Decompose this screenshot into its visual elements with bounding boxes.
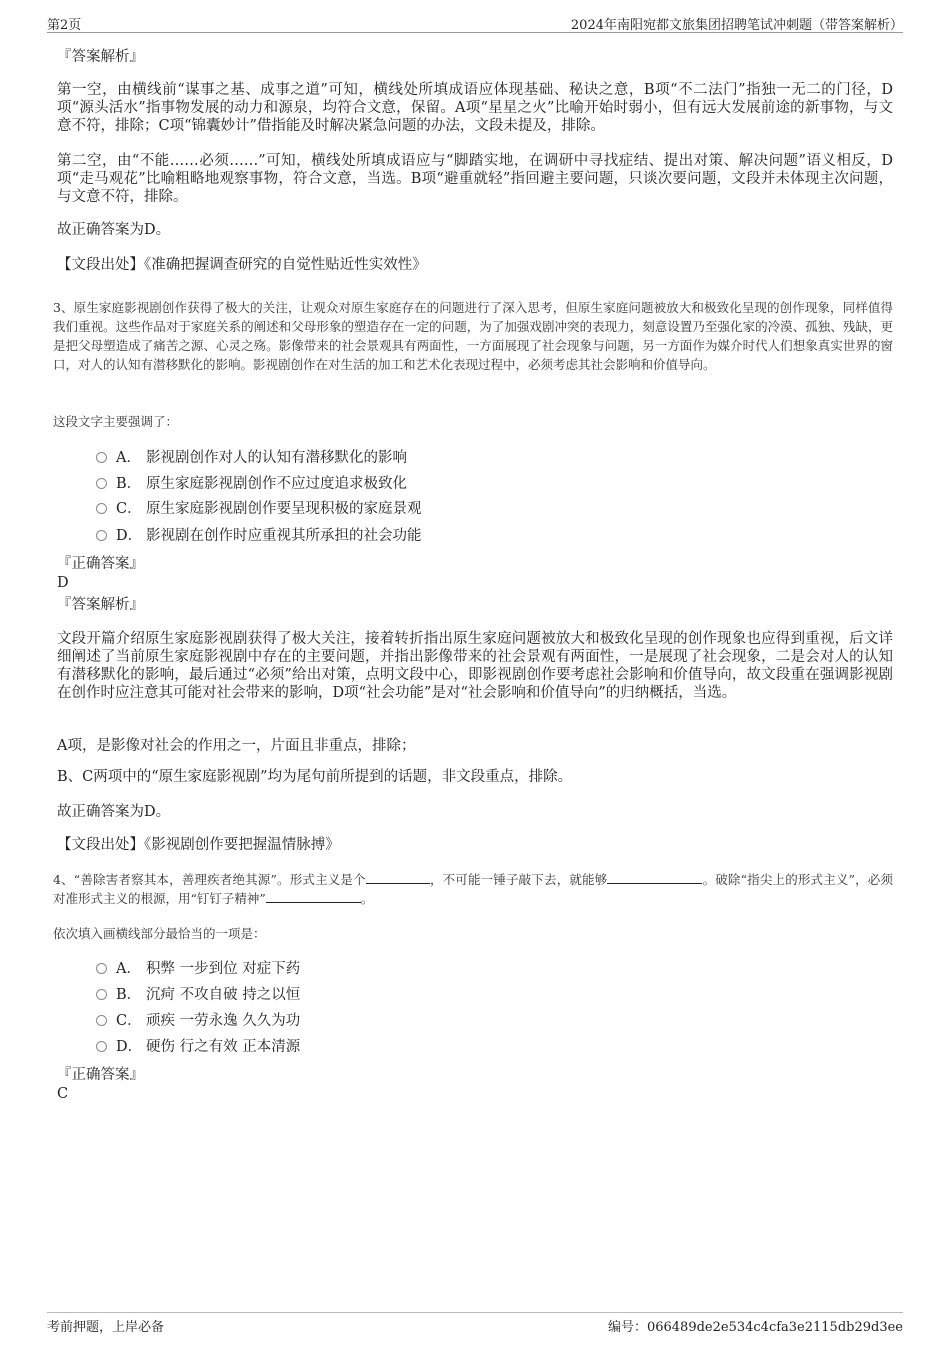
blank-3 [266,890,361,903]
radio-icon[interactable] [96,478,107,489]
q3-analysis-p2: A项，是影像对社会的作用之一，片面且非重点，排除； [57,738,416,754]
q3-source: 【文段出处】《影视剧创作要把握温情脉搏》 [57,837,340,853]
q4-option-c[interactable]: C． 顽疾 一劳永逸 久久为功 [96,1012,300,1030]
radio-icon[interactable] [96,530,107,541]
radio-icon[interactable] [96,963,107,974]
radio-icon[interactable] [96,1041,107,1052]
q3-option-a[interactable]: A． 影视剧创作对人的认知有潜移默化的影响 [96,449,407,467]
q4-stem: 4、“善除害者察其本，善理疾者绝其源”。形式主义是个 ，不可能一锤子敲下去，就能够 。破除“指尖上的形式主义”，必须对准形式主义的根源，用“钉钉子精神” 。 [53,872,893,906]
page-footer [47,1312,903,1335]
q2-analysis-label: 『答案解析』 [57,49,144,65]
q2-analysis-p2: 第二空，由“不能……必须……”可知，横线处所填成语应与“脚踏实地，在调研中寻找症结、提出对策、解决问题”语义相反，D项“走马观花”比喻粗略地观察事物，符合文意，当选。B项“避重就轻”指回避主要问题，只谈次要问题，文段并未体现主次问题，与文意不符，排除。 [57,153,893,205]
q4-answer: C [57,1086,69,1102]
q3-answer: D [57,575,69,591]
q3-option-d[interactable]: D． 影视剧在创作时应重视其所承担的社会功能 [96,527,422,545]
radio-icon[interactable] [96,452,107,463]
q2-conclusion: 故正确答案为D。 [57,222,171,238]
q3-stem: 3、原生家庭影视剧创作获得了极大的关注，让观众对原生家庭存在的问题进行了深入思考，但原生家庭问题被放大和极致化呈现的创作现象，同样值得我们重视。这些作品对于家庭关系的阐述和父母形象的塑造存在一定的问题，为了加强戏剧冲突的表现力，刻意设置乃至强化家的冷漠、孤独、残缺，更是把父母塑造成了痛苦之源、心灵之殇。影像带来的社会景观具有两面性，一方面展现了社会现象与问题，另一方面作为媒介时代人们想象真实世界的窗口，对人的认知有潜移默化的影响。影视剧创作在对生活的加工和艺术化表现过程中，必须考虑其社会影响和价值导向。 [53,300,893,372]
q2-source: 【文段出处】《准确把握调查研究的自觉性贴近性实效性》 [57,257,427,273]
q3-prompt: 这段文字主要强调了： [53,414,179,429]
document-title: 2024年南阳宛都文旅集团招聘笔试冲刺题（带答案解析） [570,18,903,33]
blank-2 [607,871,702,884]
q4-answer-label: 『正确答案』 [57,1067,144,1083]
q4-prompt: 依次填入画横线部分最恰当的一项是： [53,926,266,941]
page-number: 第2页 [47,18,82,33]
page-header [47,8,903,33]
q4-option-b[interactable]: B． 沉疴 不攻自破 持之以恒 [96,986,300,1004]
q3-analysis-label: 『答案解析』 [57,597,144,613]
radio-icon[interactable] [96,989,107,1000]
radio-icon[interactable] [96,503,107,514]
q2-analysis-p1: 第一空，由横线前“谋事之基、成事之道”可知，横线处所填成语应体现基础、秘诀之意，B项“不二法门”指独一无二的门径，D项“源头活水”指事物发展的动力和源泉，均符合文意，保留。A项“星星之火”比喻开始时弱小，但有远大发展前途的新事物，与文意不符，排除；C项“锦囊妙计”借指能及时解决紧急问题的办法，文段未提及，排除。 [57,82,893,134]
footer-slogan: 考前押题，上岸必备 [47,1320,165,1335]
document-id: 编号：066489de2e534c4cfa3e2115db29d3ee [607,1320,903,1335]
q4-option-a[interactable]: A． 积弊 一步到位 对症下药 [96,960,300,978]
blank-1 [366,871,430,884]
q3-analysis-p3: B、C两项中的“原生家庭影视剧”均为尾句前所提到的话题，非文段重点，排除。 [57,769,573,785]
radio-icon[interactable] [96,1015,107,1026]
q3-conclusion: 故正确答案为D。 [57,804,171,820]
q3-answer-label: 『正确答案』 [57,556,144,572]
q3-option-c[interactable]: C． 原生家庭影视剧创作要呈现积极的家庭景观 [96,500,422,518]
q3-analysis-p1: 文段开篇介绍原生家庭影视剧获得了极大关注，接着转折指出原生家庭问题被放大和极致化呈现的创作现象也应得到重视，后文详细阐述了当前原生家庭影视剧中存在的主要问题，并指出影像带来的社会景观有两面性，一是展现了社会现象，二是会对人的认知有潜移默化的影响，最后通过“必须”给出对策，点明文段中心，即影视剧创作要考虑社会影响和价值导向，故文段重在强调影视剧在创作时应注意其可能对社会带来的影响，D项“社会功能”是对“社会影响和价值导向”的归纳概括，当选。 [57,631,893,701]
q4-option-d[interactable]: D． 硬伤 行之有效 正本清源 [96,1038,300,1056]
q3-option-b[interactable]: B． 原生家庭影视剧创作不应过度追求极致化 [96,475,407,493]
